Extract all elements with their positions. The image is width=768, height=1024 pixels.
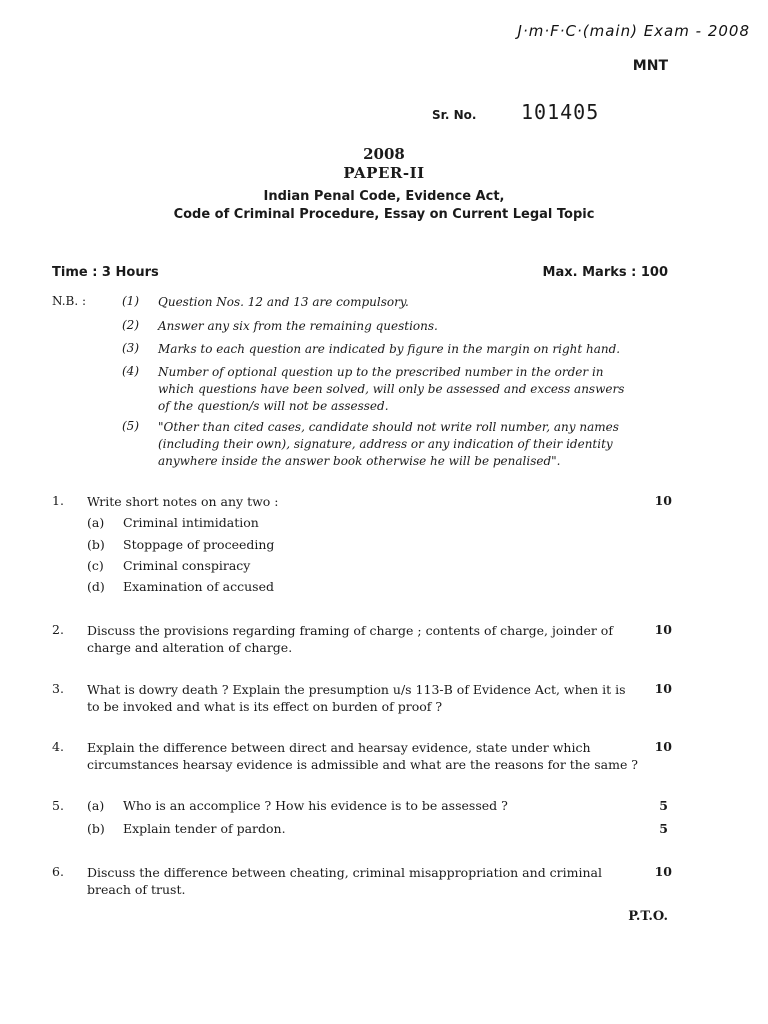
question-number: 3. [52,681,64,696]
sub-question-marks: 5 [659,798,668,813]
question-text: Explain the difference between direct and hearsay evidence, state under which circumstances hearsay evidence is admissible and what are the reasons for the same ? [87,740,639,772]
note-text: "Other than cited cases, candidate should not write roll number, any names (including their own), signature, address or any indication of their identity anywhere inside the answer book otherwise he will be penalised". [158,420,619,468]
sub-label: (c) [87,558,104,573]
question-marks: 10 [654,864,672,879]
serial-number-label: Sr. No. [432,108,477,122]
subject-line-1: Indian Penal Code, Evidence Act, [263,189,505,204]
note-text: Number of optional question up to the prescribed number in the order in which questions have been solved, will only be assessed and excess answers of the question/s will not be assessed. [158,365,625,413]
note-number: (3) [122,341,139,355]
sub-question-marks: 5 [659,821,668,836]
max-marks: Max. Marks : 100 [542,265,668,280]
sub-text: Criminal conspiracy [123,558,251,573]
note-text: Marks to each question are indicated by figure in the margin on right hand. [158,342,621,356]
time-allowed: Time : 3 Hours [52,265,159,280]
note-number: (2) [122,318,139,332]
question-number: 6. [52,864,64,879]
question-text: What is dowry death ? Explain the presumption u/s 113-B of Evidence Act, when it is to be invoked and what is its effect on burden of proof ? [87,682,626,714]
question-text: Discuss the provisions regarding framing of charge ; contents of charge, joinder of charge and alteration of charge. [87,623,613,655]
sub-text: Who is an accomplice ? How his evidence is to be assessed ? [123,798,508,813]
question-marks: 10 [654,622,672,637]
note-text: Answer any six from the remaining questions. [158,319,438,333]
sub-label: (a) [87,515,105,530]
sub-text: Examination of accused [123,579,274,594]
note-number: (1) [122,294,139,308]
sub-text: Criminal intimidation [123,515,259,530]
paper-title: PAPER-II [343,164,425,182]
question-number: 2. [52,622,64,637]
handwritten-exam-note: J·m·F·C·(main) Exam - 2008 [517,22,750,40]
paper-code: MNT [632,58,668,74]
please-turn-over: P.T.O. [628,909,668,924]
serial-number-value: 101405 [521,100,600,124]
sub-label: (a) [87,798,105,813]
exam-year: 2008 [363,145,405,163]
subject-line-2: Code of Criminal Procedure, Essay on Current Legal Topic [173,207,595,222]
sub-label: (d) [87,579,105,594]
note-number: (4) [122,364,139,378]
question-marks: 10 [654,681,672,696]
sub-text: Explain tender of pardon. [123,821,286,836]
question-number: 1. [52,493,64,508]
question-text: Write short notes on any two : [87,494,279,509]
question-marks: 10 [654,493,672,508]
question-number: 5. [52,798,64,813]
sub-label: (b) [87,821,105,836]
nb-label: N.B. : [52,294,87,308]
sub-text: Stoppage of proceeding [123,537,275,552]
note-number: (5) [122,419,139,433]
note-text: Question Nos. 12 and 13 are compulsory. [158,295,409,309]
question-text: Discuss the difference between cheating, criminal misappropriation and criminal breach of trust. [87,865,602,897]
question-marks: 10 [654,739,672,754]
question-number: 4. [52,739,64,754]
sub-label: (b) [87,537,105,552]
